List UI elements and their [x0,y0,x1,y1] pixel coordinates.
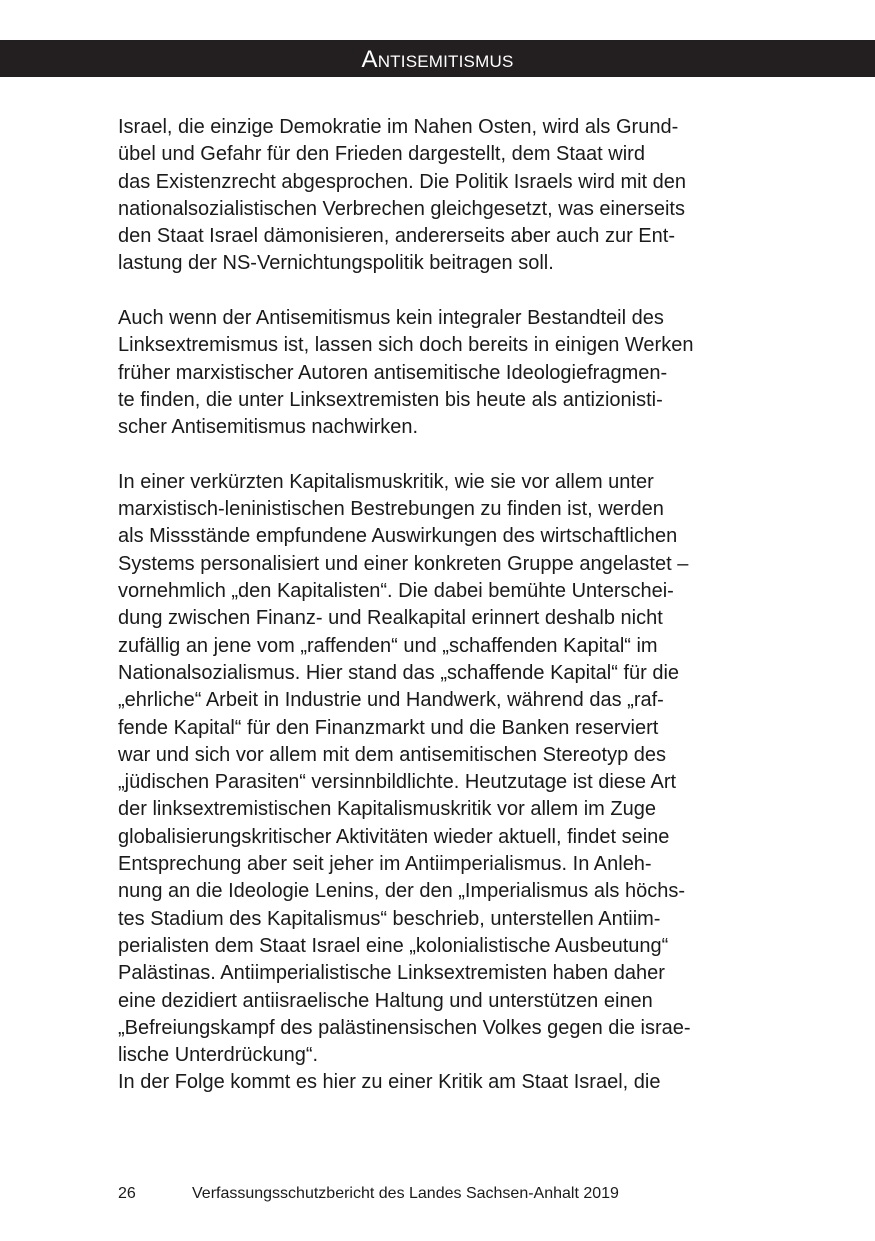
text-line: der linksextremistischen Kapitalismuskritik vor allem im Zuge [118,798,656,821]
text-line: te finden, die unter Linksextremisten bis heute als antizionisti- [118,388,663,411]
text-line: marxistisch-leninistischen Bestrebungen zu finden ist, werden [118,498,664,521]
text-line: Entsprechung aber seit jeher im Antiimperialismus. In Anleh- [118,853,652,876]
text-line: vornehmlich „den Kapitalisten“. Die dabei bemühte Unterschei- [118,580,674,603]
text-line: zufällig an jene vom „raffenden“ und „schaffenden Kapital“ im [118,634,658,657]
text-line: In einer verkürzten Kapitalismuskritik, wie sie vor allem unter [118,470,654,493]
paragraph-3 [118,469,758,1070]
text-line: den Staat Israel dämonisieren, andererseits aber auch zur Ent- [118,225,675,248]
text-line: als Missstände empfundene Auswirkungen des wirtschaftlichen [118,525,678,548]
text-line: lastung der NS-Vernichtungspolitik beitragen soll. [118,252,554,275]
text-line: eine dezidiert antiisraelische Haltung und unterstützen einen [118,989,653,1012]
text-line: Linksextremismus ist, lassen sich doch bereits in einigen Werken [118,334,694,357]
text-line: war und sich vor allem mit dem antisemitischen Stereotyp des [118,743,667,766]
paragraph-gap [118,278,758,305]
text-line: nationalsozialistischen Verbrechen gleichgesetzt, was einerseits [118,197,685,220]
text-line: lische Unterdrückung“. [118,1044,319,1067]
text-line: perialisten dem Staat Israel eine „kolonialistische Ausbeutung“ [118,934,669,957]
text-line: nung an die Ideologie Lenins, der den „Imperialismus als höchs- [118,880,686,903]
text-line: dung zwischen Finanz- und Realkapital erinnert deshalb nicht [118,607,663,630]
body-text [118,114,758,1097]
paragraph-1 [118,114,758,278]
text-line: „ehrliche“ Arbeit in Industrie und Handwerk, während das „raf- [118,689,664,712]
publication-title: Verfassungsschutzbericht des Landes Sachsen-Anhalt 2019 [192,1185,619,1202]
page-footer [0,1183,875,1207]
paragraph-2 [118,305,758,441]
text-line: In der Folge kommt es hier zu einer Kritik am Staat Israel, die [118,1071,661,1094]
section-header-bar [0,40,875,77]
text-line: tes Stadium des Kapitalismus“ beschrieb, unterstellen Antiim- [118,907,661,930]
text-line: „Befreiungskampf des palästinensischen Volkes gegen die israe- [118,1016,691,1039]
text-line: globalisierungskritischer Aktivitäten wieder aktuell, findet seine [118,825,670,848]
text-line: scher Antisemitismus nachwirken. [118,416,419,439]
text-line: Nationalsozialismus. Hier stand das „schaffende Kapital“ für die [118,661,680,684]
text-line: Israel, die einzige Demokratie im Nahen Osten, wird als Grund- [118,116,679,138]
paragraph-4 [118,1069,758,1096]
text-line: das Existenzrecht abgesprochen. Die Politik Israels wird mit den [118,170,687,193]
text-line: Palästinas. Antiimperialistische Linksextremisten haben daher [118,962,665,985]
section-title: Antisemitismus [361,46,514,73]
text-line: fende Kapital“ für den Finanzmarkt und die Banken reserviert [118,716,659,739]
text-line: Systems personalisiert und einer konkreten Gruppe angelastet – [118,552,689,575]
text-line: übel und Gefahr für den Frieden dargestellt, dem Staat wird [118,143,645,166]
text-line: „jüdischen Parasiten“ versinnbildlichte. Heutzutage ist diese Art [118,771,677,794]
text-line: Auch wenn der Antisemitismus kein integraler Bestandteil des [118,307,664,330]
page-number: 26 [118,1185,136,1202]
text-line: früher marxistischer Autoren antisemitische Ideologiefragmen- [118,361,668,384]
paragraph-gap [118,442,758,469]
